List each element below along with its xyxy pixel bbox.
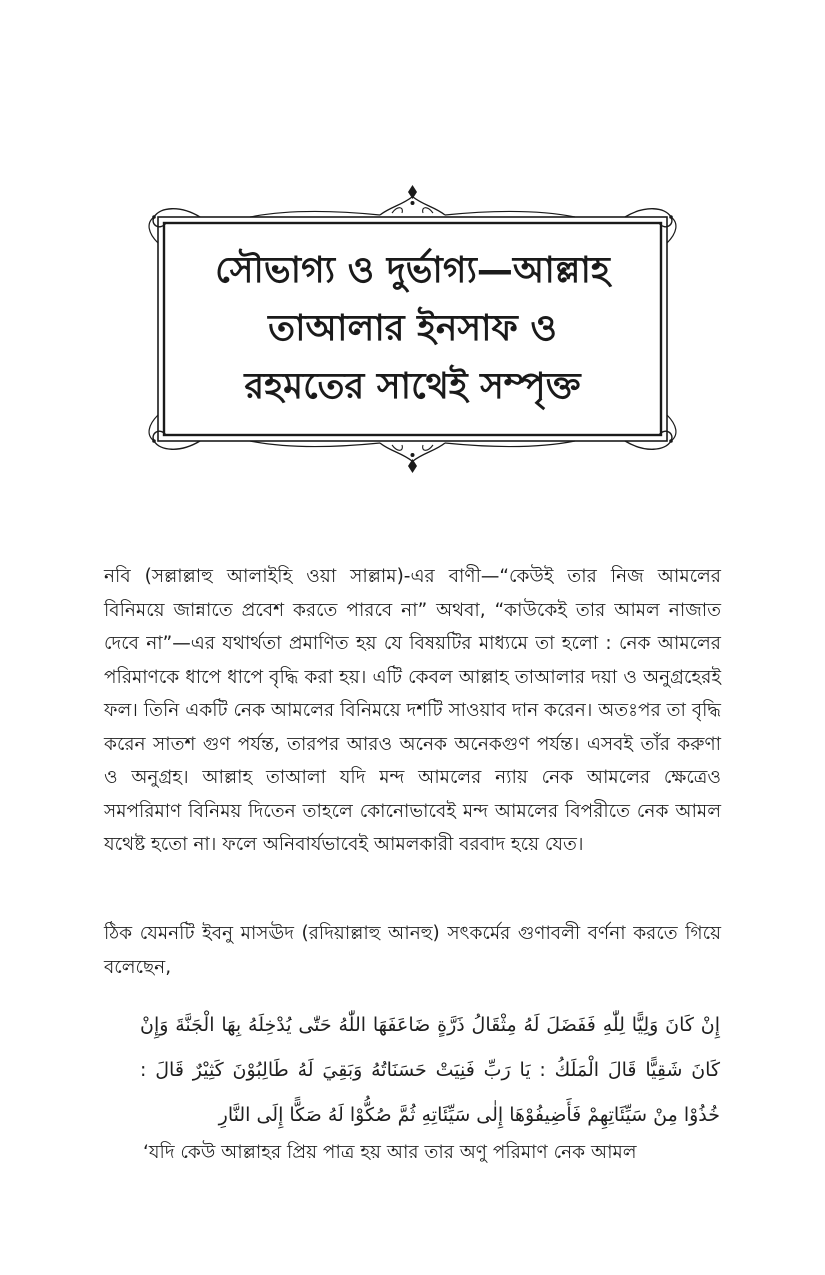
body-paragraph-2: ঠিক যেমনটি ইবনু মাসঊদ (রদিয়াল্লাহু আনহু) সৎকর্মের গুণাবলী বর্ণনা করতে গিয়ে বলেছেন, xyxy=(104,923,721,978)
chapter-title-line-1: সৌভাগ্য ও দুর্ভাগ্য—আল্লাহ xyxy=(215,250,610,291)
chapter-title-line-3: রহমতের সাথেই সম্পৃক্ত xyxy=(244,366,581,407)
chapter-title xyxy=(167,225,658,433)
arabic-quote: إِنْ كَانَ وَلِيًّا لِلّٰهِ فَفَضَلَ لَهُ مِثْقَالُ ذَرَّةٍ ضَاعَفَهَا اللّٰهُ حَتّٰى يُدْخِلَهُ بِهَا الْجَنَّةَ وَإِنْ كَانَ شَقِيًّا قَالَ الْمَلَكُ : يَا رَبِّ فَنِيَتْ حَسَنَاتُهُ وَبَقِيَ لَهُ طَالِبُوْنَ كَثِيْرٌ قَالَ : خُذُوْا مِنْ سَيِّئَاتِهِمْ فَأَضِيفُوْهَا إِلٰى سَيِّئَاتِهِ ثُمَّ صُكُّوْا لَهُ صَكًّا إِلَى النَّارِ xyxy=(140,1014,720,1126)
chapter-title-line-2: তাআলার ইনসাফ ও xyxy=(268,308,557,349)
translation-line: ‘যদি কেউ আল্লাহর প্রিয় পাত্র হয় আর তার অণু পরিমাণ নেক আমল xyxy=(143,1142,637,1163)
body-paragraph-1: নবি (সল্লাল্লাহু আলাইহি ওয়া সাল্লাম)-এর বাণী—“কেউই তার নিজ আমলের বিনিময়ে জান্নাতে প্রবেশ করতে পারবে না” অথবা, “কাউকেই তার আমল নাজাত দেবে না”—এর যথার্থতা প্রমাণিত হয় যে বিষয়টির মাধ্যমে তা হলো : নেক আমলের পরিমাণকে ধাপে ধাপে বৃদ্ধি করা হয়। এটি কেবল আল্লাহ তাআলার দয়া ও অনুগ্রহেরই ফল। তিনি একটি নেক আমলের বিনিময়ে দশটি সাওয়াব দান করেন। অতঃপর তা বৃদ্ধি করেন সাতশ গুণ পর্যন্ত, তারপর আরও অনেক অনেকগুণ পর্যন্ত। এসবই তাঁর করুণা ও অনুগ্রহ। আল্লাহ তাআলা যদি মন্দ আমলের ন্যায় নেক আমলের ক্ষেত্রেও সমপরিমাণ বিনিময় দিতেন তাহলে কোনোভাবেই মন্দ আমলের বিপরীতে নেক আমল যথেষ্ট হতো না। ফলে অনিবার্যভাবেই আমলকারী বরবাদ হয়ে যেত। xyxy=(104,566,721,855)
chapter-title-frame xyxy=(140,183,685,475)
